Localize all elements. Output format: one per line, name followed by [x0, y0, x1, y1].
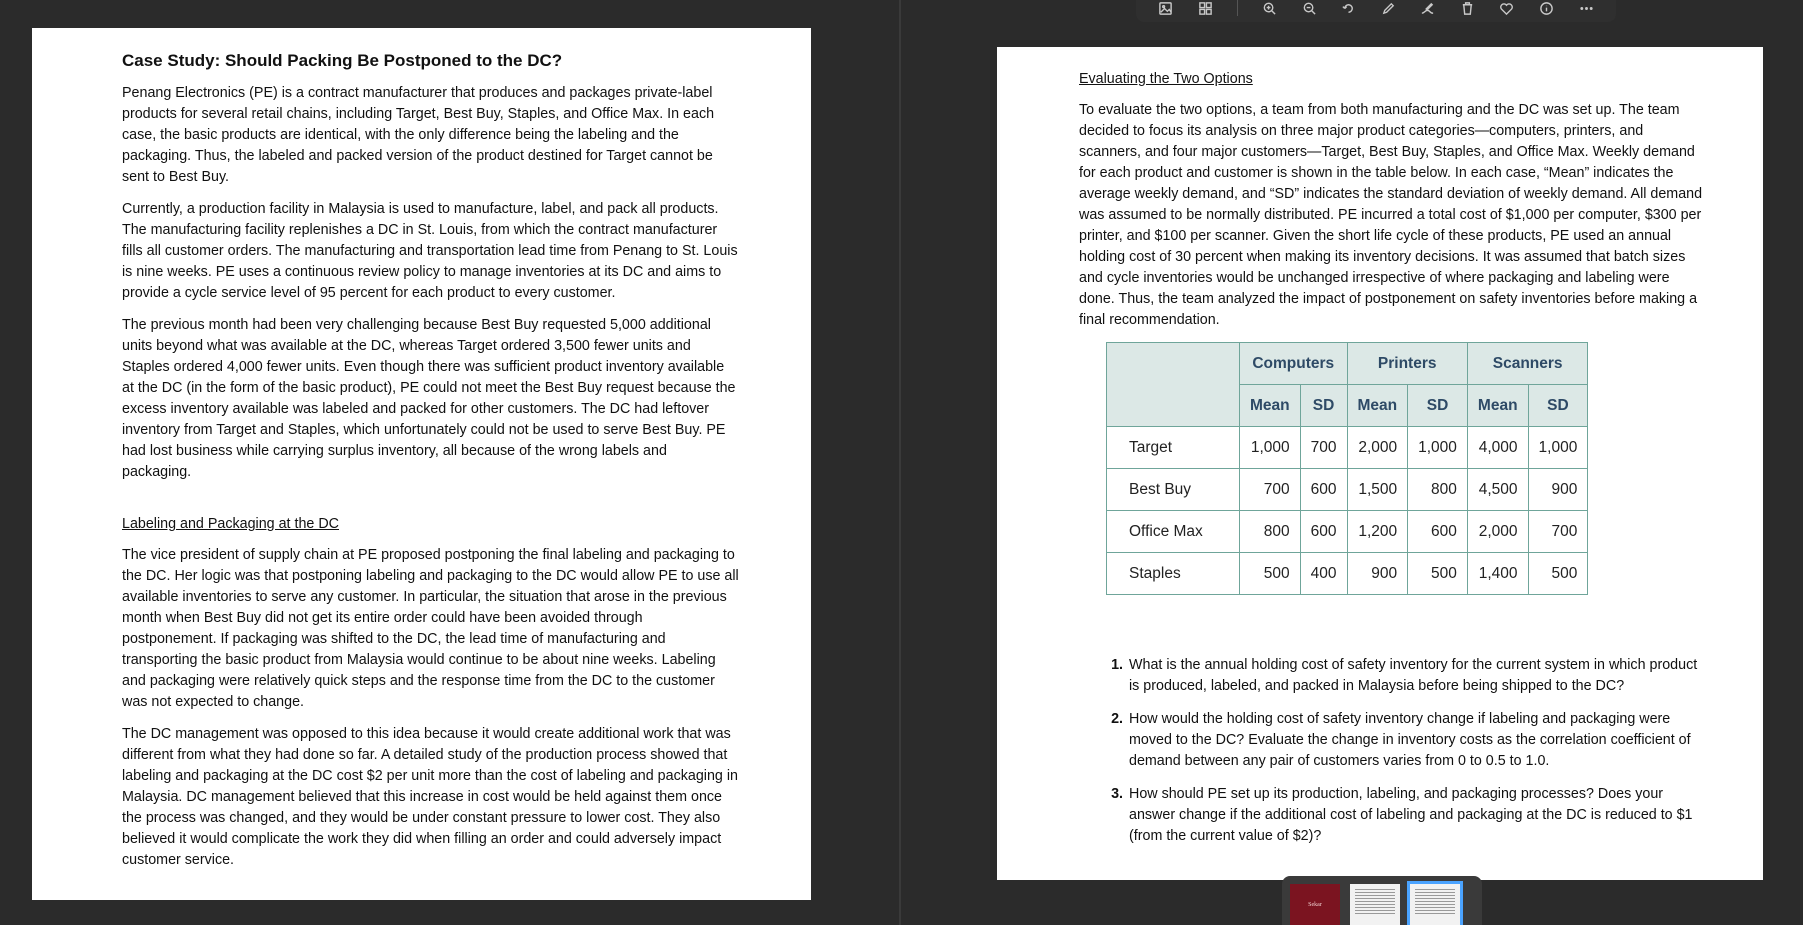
- page-title: Case Study: Should Packing Be Postponed to the DC?: [122, 51, 563, 70]
- table-subheader: SD: [1300, 385, 1347, 427]
- paragraph-current-process: Currently, a production facility in Malaysia is used to manufacture, label, and pack all products. The manufacturing facility replenishes a DC in St. Louis, from which the contract manufacturer fills all customer orders. The manufacturing and transportation lead time from Penang to St. Louis is nine weeks. PE uses a continuous review policy to manage inventories at its DC and aims to provide a cycle service level of 95 percent for each product to every customer.: [122, 201, 738, 301]
- table-row-label: Office Max: [1107, 511, 1240, 553]
- question-item: 3. How should PE set up its production, labeling, and packaging processes? Does your answer change if the additional cost of labeling and packaging at the DC is reduced to $1 (from the current value of $2)?: [1127, 784, 1703, 847]
- table-cell: 1,500: [1347, 469, 1408, 511]
- document-page-right: [997, 47, 1763, 880]
- table-cell: 400: [1300, 553, 1347, 595]
- paragraph-evaluation: To evaluate the two options, a team from both manufacturing and the DC was set up. The team decided to focus its analysis on three major product categories—computers, printers, and scanners, and four major customers—Target, Best Buy, Staples, and Office Max. Weekly demand for each product and customer is shown in the table below. In each case, “Mean” indicates the average weekly demand, and “SD” indicates the standard deviation of weekly demand. All demand was assumed to be normally distributed. PE incurred a total cost of $1,000 per computer, $300 per printer, and $100 per scanner. Given the short life cycle of these products, PE used an annual holding cost of 30 percent when making its inventory decisions. It was assumed that batch sizes and cycle inventories would be unchanged irrespective of where packaging and labeling were done. Thus, the team analyzed the impact of postponement on safety inventories before making a final recommendation.: [1079, 102, 1703, 328]
- thumbnails-icon[interactable]: [1197, 0, 1213, 16]
- paragraph-vp-proposal: The vice president of supply chain at PE proposed postponing the final labeling and packaging to the DC. Her logic was that postponing labeling and packaging to the DC would allow PE to use all available inventories to serve any customer. In particular, the situation that arose in the previous month when Best Buy did not get its entire order could have been avoided through postponement. If packaging was shifted to the DC, the lead time of manufacturing and transporting the basic product from Malaysia would continue to be about nine weeks. Labeling and packaging were relatively quick steps and the response time from the DC to the customer was not expected to change.: [122, 547, 739, 710]
- table-cell: 1,200: [1347, 511, 1408, 553]
- table-cell: 500: [1240, 553, 1301, 595]
- paragraph-intro: Penang Electronics (PE) is a contract manufacturer that produces and packages private-label products for several retail chains, including Target, Best Buy, Staples, and Office Max. In each case, the basic products are identical, with the only difference being the labeling and the packaging. Thus, the labeled and packed version of the product destined for Target cannot be sent to Best Buy.: [122, 85, 715, 185]
- table-cell: 4,500: [1467, 469, 1528, 511]
- table-cell: 1,000: [1408, 427, 1468, 469]
- draw-icon[interactable]: [1420, 0, 1436, 16]
- table-subheader: Mean: [1240, 385, 1301, 427]
- question-item: 1. What is the annual holding cost of safety inventory for the current system in which product is produced, labeled, and packed in Malaysia before being shipped to the DC?: [1127, 655, 1703, 697]
- more-icon[interactable]: [1578, 0, 1594, 16]
- section-heading-labeling: Labeling and Packaging at the DC: [122, 516, 339, 532]
- demand-table: [1106, 342, 1588, 595]
- table-cell: 600: [1300, 469, 1347, 511]
- table-cell: 700: [1528, 511, 1588, 553]
- zoom-out-icon[interactable]: [1301, 0, 1317, 16]
- table-row-label: Staples: [1107, 553, 1240, 595]
- paragraph-dc-opposition: The DC management was opposed to this idea because it would create additional work that was different from what they had done so far. A detailed study of the production process showed that labeling and packaging at the DC cost $2 per unit more than the cost of labeling and packaging in Malaysia. DC management believed that this increase in cost would be held against them once the process was changed, and they would be under constant pressure to lower cost. They also believed it would complicate the work they did when filling an order and could adversely impact customer service.: [122, 726, 738, 868]
- table-subheader: Mean: [1347, 385, 1408, 427]
- thumbnail-lines: [1415, 889, 1455, 916]
- zoom-in-icon[interactable]: [1262, 0, 1278, 16]
- table-cell: 1,400: [1467, 553, 1528, 595]
- pane-divider: [899, 0, 901, 925]
- table-cell: 900: [1347, 553, 1408, 595]
- table-row-label: Best Buy: [1107, 469, 1240, 511]
- question-list: [1079, 655, 1703, 847]
- thumbnail-page-3[interactable]: [1410, 884, 1460, 925]
- table-group-header: Scanners: [1467, 343, 1587, 385]
- favorite-icon[interactable]: [1499, 0, 1515, 16]
- table-corner-cell: [1107, 343, 1240, 427]
- thumbnail-page-2[interactable]: [1350, 884, 1400, 925]
- table-row: [1107, 469, 1588, 511]
- edit-icon[interactable]: [1380, 0, 1396, 16]
- table-subheader: SD: [1408, 385, 1468, 427]
- thumbnail-cover-text: Sekar: [1308, 901, 1322, 908]
- table-row-label: Target: [1107, 427, 1240, 469]
- question-item: 2. How would the holding cost of safety inventory change if labeling and packaging were moved to the DC? Evaluate the change in inventory costs as the correlation coefficient of demand between any pair of customers varies from 0 to 0.5 to 1.0.: [1127, 709, 1703, 772]
- table-row: [1107, 511, 1588, 553]
- table-group-header: Computers: [1240, 343, 1348, 385]
- thumbnail-lines: [1355, 889, 1395, 916]
- thumbnail-strip: [1282, 876, 1482, 925]
- table-cell: 800: [1240, 511, 1301, 553]
- table-cell: 500: [1528, 553, 1588, 595]
- table-row: [1107, 427, 1588, 469]
- table-group-header-row: [1107, 343, 1588, 385]
- table-cell: 700: [1300, 427, 1347, 469]
- table-cell: 900: [1528, 469, 1588, 511]
- table-cell: 800: [1408, 469, 1468, 511]
- thumbnail-page-1[interactable]: [1290, 884, 1340, 925]
- paragraph-previous-month: The previous month had been very challenging because Best Buy requested 5,000 additional units beyond what was available at the DC, whereas Target ordered 3,500 fewer units and Staples ordered 4,000 fewer units. Even though there was sufficient product inventory available at the DC (in the form of the basic product), PE could not meet the Best Buy request because the excess inventory available was labeled and packed for other customers. The DC had leftover inventory from Target and Staples, which unfortunately could not be used to serve Best Buy. PE had lost business while carrying surplus inventory, all because of the wrong labels and packaging.: [122, 317, 736, 480]
- table-cell: 2,000: [1467, 511, 1528, 553]
- table-cell: 1,000: [1528, 427, 1588, 469]
- info-icon[interactable]: [1539, 0, 1555, 16]
- table-cell: 600: [1408, 511, 1468, 553]
- table-group-header: Printers: [1347, 343, 1467, 385]
- table-subheader: SD: [1528, 385, 1588, 427]
- table-subheader: Mean: [1467, 385, 1528, 427]
- section-heading-evaluating: Evaluating the Two Options: [1079, 71, 1253, 87]
- table-cell: 700: [1240, 469, 1301, 511]
- delete-icon[interactable]: [1459, 0, 1475, 16]
- viewer-toolbar: [1136, 0, 1616, 22]
- image-icon[interactable]: [1158, 0, 1174, 16]
- toolbar-separator: [1237, 0, 1238, 16]
- table-row: [1107, 553, 1588, 595]
- table-cell: 1,000: [1240, 427, 1301, 469]
- table-cell: 2,000: [1347, 427, 1408, 469]
- rotate-icon[interactable]: [1341, 0, 1357, 16]
- table-cell: 4,000: [1467, 427, 1528, 469]
- table-cell: 500: [1408, 553, 1468, 595]
- table-cell: 600: [1300, 511, 1347, 553]
- document-page-left: [32, 28, 811, 900]
